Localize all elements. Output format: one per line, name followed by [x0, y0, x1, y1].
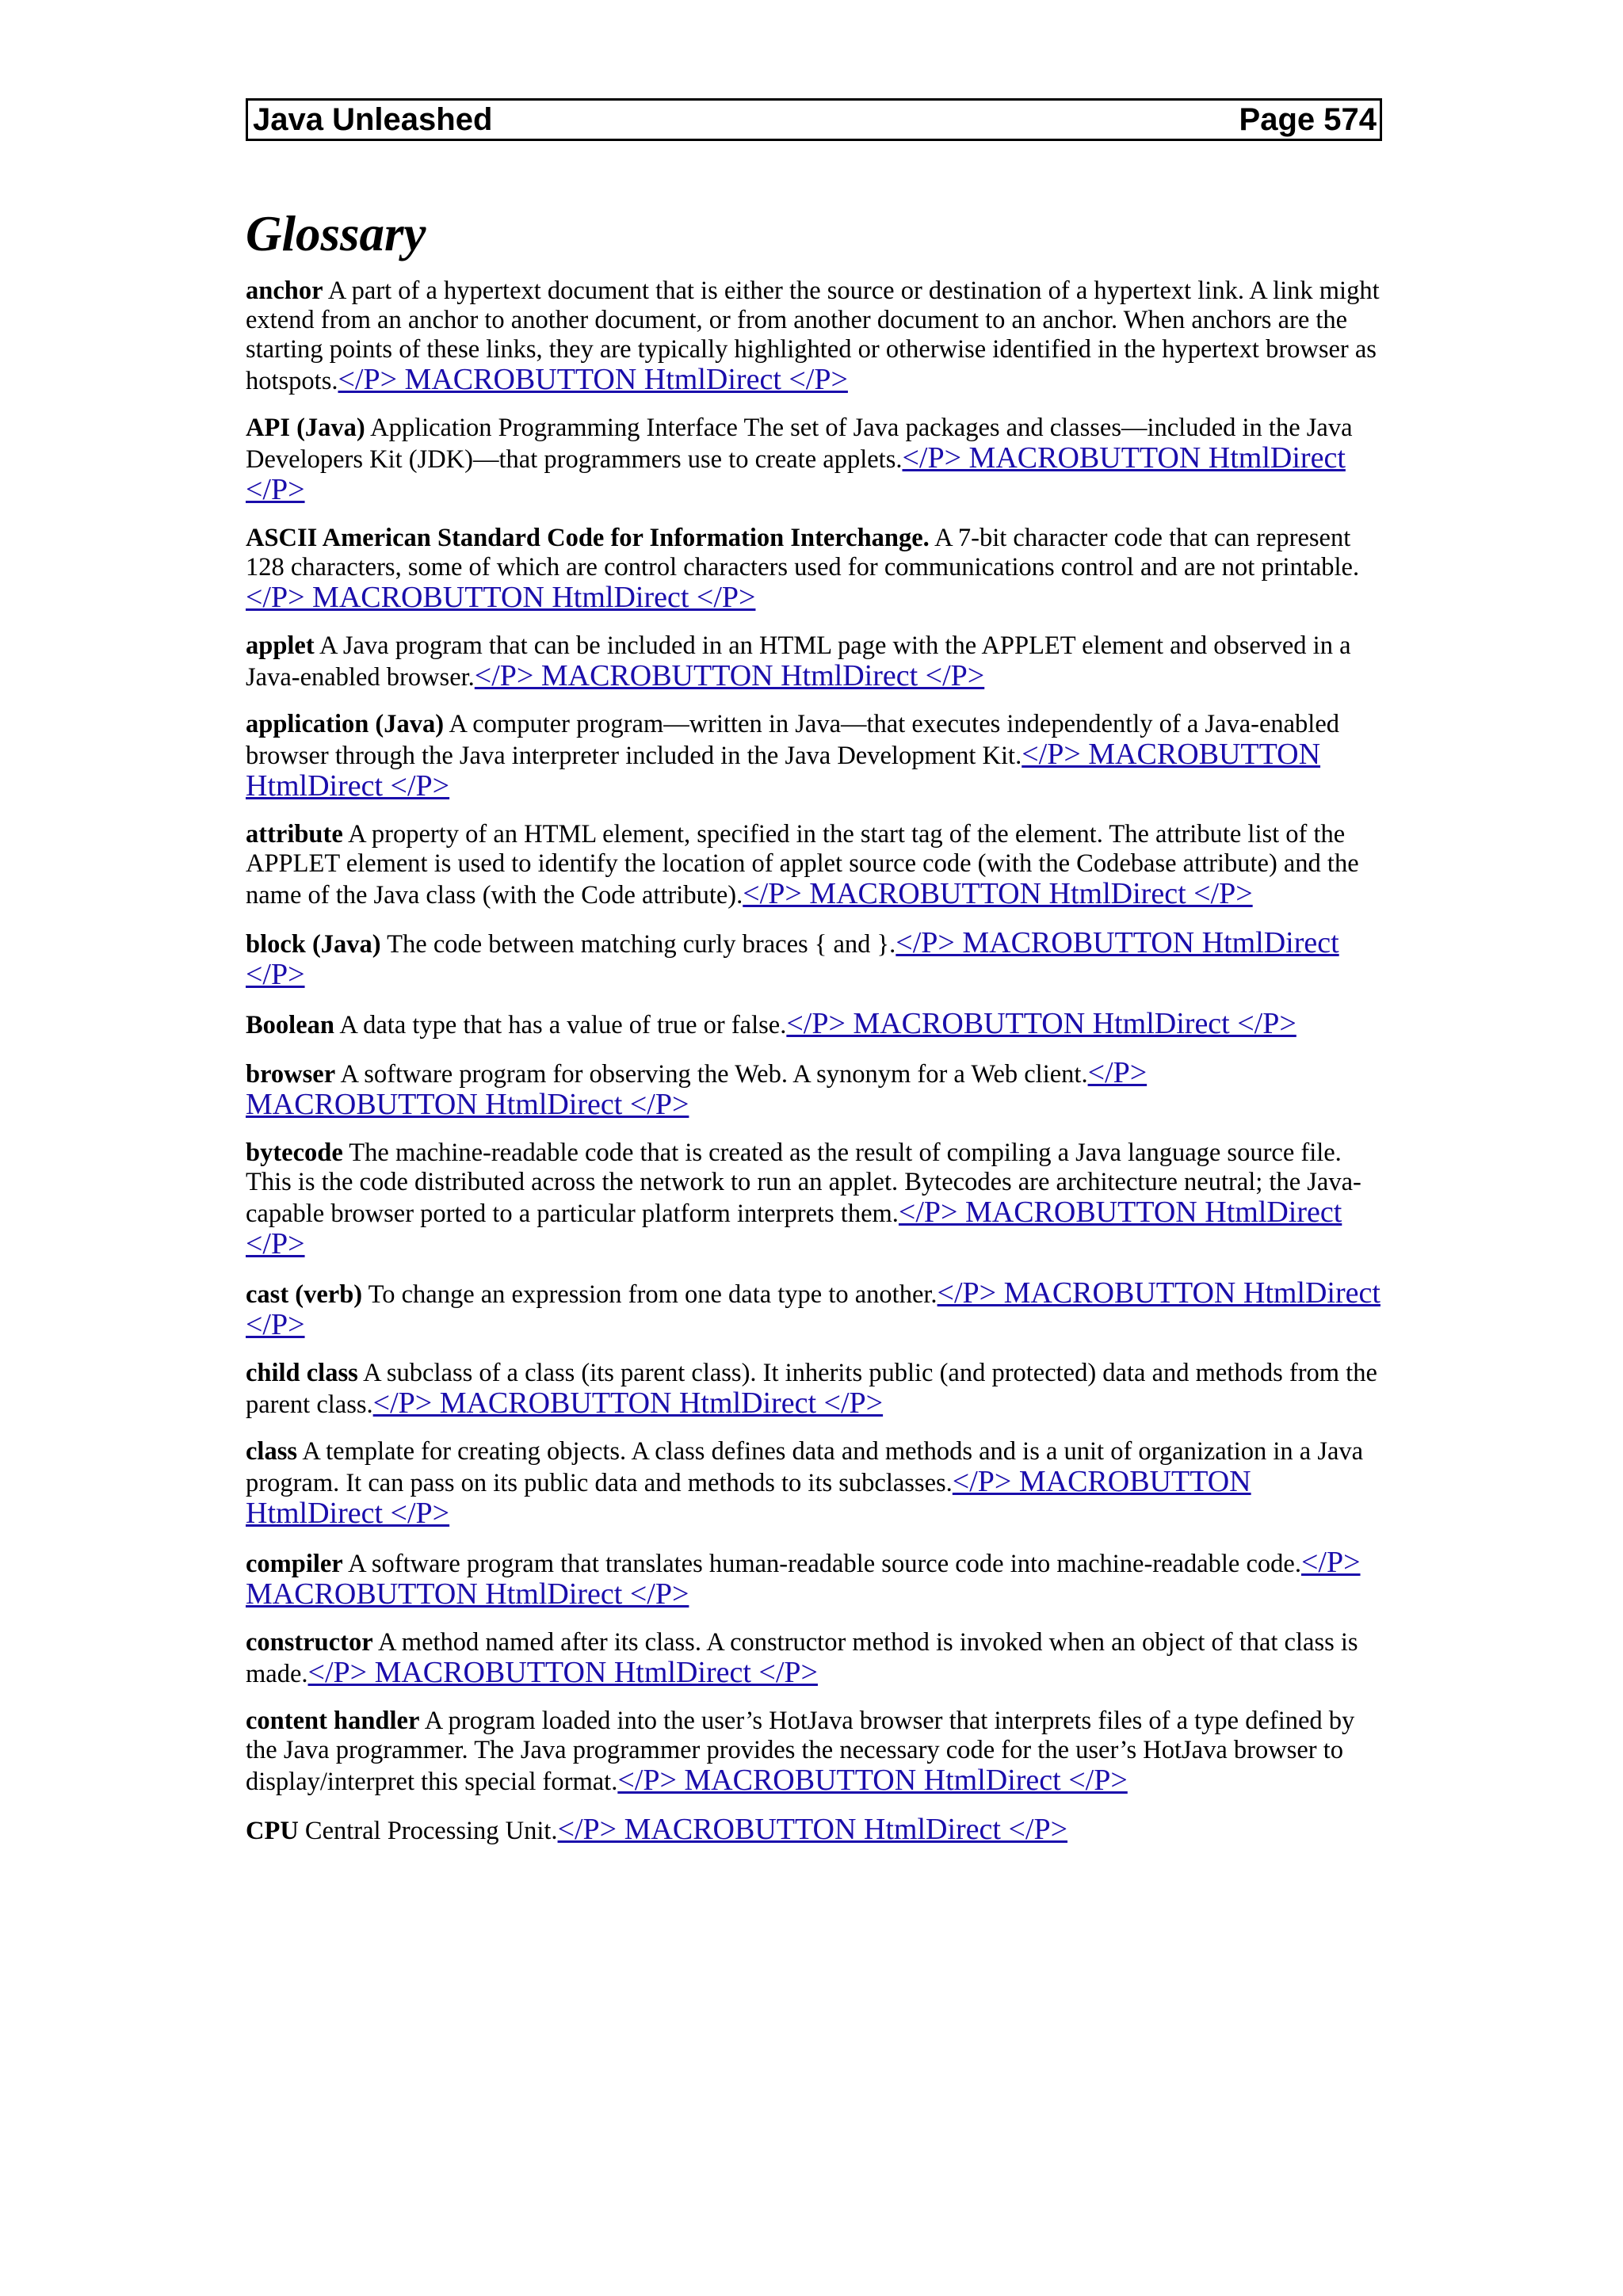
glossary-entry [246, 1814, 1382, 1846]
glossary-term: anchor [246, 277, 323, 305]
glossary-term: cast (verb) [246, 1280, 363, 1309]
macrobutton-link[interactable]: </P> MACROBUTTON HtmlDirect </P> [246, 1196, 1342, 1261]
glossary-term: applet [246, 631, 315, 660]
document-page [246, 98, 1382, 1863]
glossary-term: bytecode [246, 1138, 343, 1167]
glossary-definition: A Java program that can be included in an HTML page with the APPLET element and observed in a Java-enabled browser. [246, 631, 1351, 692]
glossary-term: constructor [246, 1628, 373, 1657]
glossary-definition: A 7-bit character code that can represent 128 characters, some of which are control characters used for communications control and are not printable. [246, 524, 1360, 582]
glossary-entry [246, 1359, 1382, 1420]
macrobutton-link[interactable]: </P> MACROBUTTON HtmlDirect </P> [557, 1813, 1068, 1846]
macrobutton-link[interactable]: </P> MACROBUTTON HtmlDirect </P> [246, 1276, 1381, 1341]
glossary-definition: A part of a hypertext document that is either the source or destination of a hypertext link. A link might extend from an anchor to another document, or from another document to an anchor. When anchors are the starting points of these links, they are typically highlighted or otherwise identified in the hypertext browser as hotspots. [246, 277, 1380, 395]
glossary-term: child class [246, 1359, 358, 1387]
glossary-entry [246, 524, 1382, 614]
glossary-term: attribute [246, 820, 343, 849]
macrobutton-link[interactable]: </P> MACROBUTTON HtmlDirect </P> [246, 441, 1346, 506]
glossary-entry [246, 820, 1382, 910]
glossary-term: application (Java) [246, 710, 445, 738]
glossary-definition: To change an expression from one data type to another. [368, 1280, 938, 1309]
glossary-definition: A computer program—written in Java—that executes independently of a Java-enabled browser through the Java interpreter included in the Java Development Kit. [246, 710, 1340, 770]
page-title: Glossary [246, 206, 426, 261]
page-header [246, 98, 1382, 141]
macrobutton-link[interactable]: </P> MACROBUTTON HtmlDirect </P> [246, 926, 1339, 991]
glossary-definition: A subclass of a class (its parent class). It inherits public (and protected) data and methods from the parent class. [246, 1359, 1377, 1419]
macrobutton-link[interactable]: </P> MACROBUTTON HtmlDirect </P> [307, 1656, 818, 1689]
macrobutton-link[interactable]: </P> MACROBUTTON HtmlDirect </P> [246, 1465, 1251, 1530]
glossary-entry [246, 1058, 1382, 1121]
glossary-term: content handler [246, 1707, 420, 1735]
macrobutton-link[interactable]: </P> MACROBUTTON HtmlDirect </P> [372, 1386, 884, 1420]
glossary-term: class [246, 1437, 297, 1466]
glossary-entry [246, 710, 1382, 803]
glossary-term: CPU [246, 1817, 299, 1845]
glossary-definition: Central Processing Unit. [304, 1817, 558, 1845]
glossary-definition: A property of an HTML element, specified in the start tag of the element. The attribute list of the APPLET element is used to identify the location of applet source code (with the Codebase attribute) and the name of the Java class (with the Code attribute). [246, 820, 1359, 910]
glossary-entry [246, 1707, 1382, 1797]
glossary-term: Boolean [246, 1011, 334, 1039]
glossary-entry [246, 1437, 1382, 1530]
macrobutton-link[interactable]: </P> MACROBUTTON HtmlDirect </P> [786, 1007, 1296, 1040]
glossary-entry [246, 1628, 1382, 1689]
glossary-term: compiler [246, 1550, 343, 1578]
macrobutton-link[interactable]: </P> MACROBUTTON HtmlDirect </P> [246, 1546, 1361, 1611]
macrobutton-link[interactable]: </P> MACROBUTTON HtmlDirect </P> [617, 1764, 1128, 1797]
glossary-list [246, 277, 1382, 1846]
macrobutton-link[interactable]: </P> MACROBUTTON HtmlDirect </P> [474, 659, 985, 692]
glossary-entry [246, 1009, 1382, 1040]
glossary-entry [246, 1547, 1382, 1611]
glossary-entry [246, 1278, 1382, 1341]
glossary-definition: The machine-readable code that is created as the result of compiling a Java language source file. This is the code distributed across the network to run an applet. Bytecodes are architecture neutral; the Java-capable browser ported to a particular platform interprets them. [246, 1138, 1361, 1228]
glossary-entry [246, 928, 1382, 991]
macrobutton-link[interactable]: </P> MACROBUTTON HtmlDirect </P> [743, 877, 1253, 910]
glossary-definition: A software program for observing the Web. A synonym for a Web client. [340, 1060, 1088, 1089]
macrobutton-link[interactable]: </P> MACROBUTTON HtmlDirect </P> [338, 363, 848, 396]
glossary-term: block (Java) [246, 930, 381, 959]
macrobutton-link[interactable]: </P> MACROBUTTON HtmlDirect </P> [246, 1056, 1148, 1121]
glossary-entry [246, 1138, 1382, 1261]
glossary-definition: The code between matching curly braces { and }. [387, 930, 896, 959]
glossary-term: browser [246, 1060, 336, 1089]
glossary-definition: A program loaded into the user’s HotJava browser that interprets files of a type defined by the Java programmer. The Java programmer provides the necessary code for the user’s HotJava browser to display/interpret this special format. [246, 1707, 1355, 1796]
glossary-definition: Application Programming Interface The set of Java packages and classes—included in the Java Developers Kit (JDK)—that programmers use to create applets. [246, 414, 1353, 474]
book-title: Java Unleashed [253, 102, 493, 137]
macrobutton-link[interactable]: </P> MACROBUTTON HtmlDirect </P> [246, 738, 1321, 803]
page-number: Page 574 [1239, 102, 1377, 137]
glossary-definition: A template for creating objects. A class defines data and methods and is a unit of organization in a Java program. It can pass on its public data and methods to its subclasses. [246, 1437, 1364, 1497]
glossary-term: ASCII American Standard Code for Information Interchange. [246, 524, 930, 552]
glossary-definition: A software program that translates human-readable source code into machine-readable code. [348, 1550, 1301, 1578]
glossary-definition: A method named after its class. A constructor method is invoked when an object of that class is made. [246, 1628, 1358, 1688]
glossary-entry [246, 631, 1382, 692]
glossary-term: API (Java) [246, 414, 365, 442]
macrobutton-link[interactable]: </P> MACROBUTTON HtmlDirect </P> [246, 581, 756, 614]
glossary-definition: A data type that has a value of true or false. [339, 1011, 787, 1039]
glossary-entry [246, 277, 1382, 396]
glossary-entry [246, 414, 1382, 506]
